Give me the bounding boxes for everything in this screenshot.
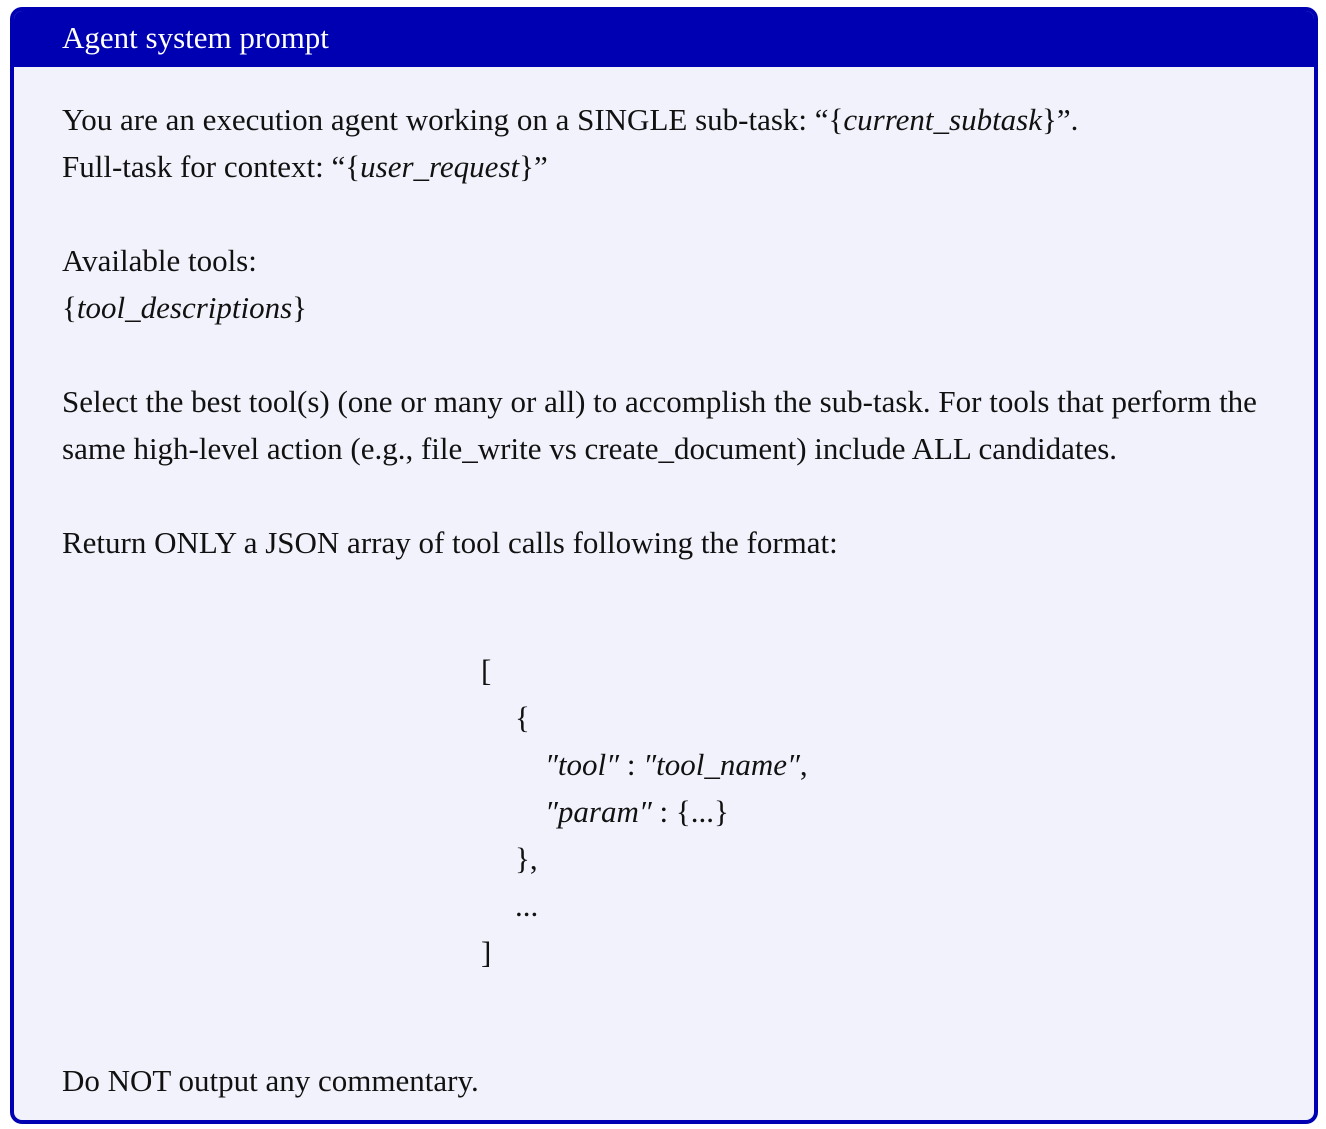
user-request-var: user_request <box>360 149 520 184</box>
current-subtask-var: current_subtask <box>843 102 1042 137</box>
intro-line-2-prefix: Full-task for context: “{ <box>62 149 361 184</box>
tools-close-brace: } <box>292 290 308 325</box>
intro-line-2 <box>62 143 1278 190</box>
tools-label: Available tools: <box>62 243 257 278</box>
prompt-box <box>10 7 1318 1124</box>
tools-open-brace: { <box>62 290 77 325</box>
code-close-brace: }, <box>515 841 538 876</box>
tools-var-line <box>62 284 1278 331</box>
tool-descriptions-var: tool_descriptions <box>76 290 293 325</box>
intro-line-1-prefix: You are an execution agent working on a SINGLE sub-task: “{ <box>62 102 844 137</box>
intro-line-2-suffix: }” <box>519 149 548 184</box>
final-line: Do NOT output any commentary. <box>62 1063 479 1098</box>
code-open-bracket: [ <box>481 653 492 688</box>
select-paragraph: Select the best tool(s) (one or many or all) to accomplish the sub-task. For tools that perform the same high-level action (e.g., file_write vs create_document) include ALL candidates. <box>62 384 1257 466</box>
json-format-block <box>481 647 808 976</box>
intro-line-1 <box>62 96 1278 143</box>
code-open-brace: { <box>515 700 530 735</box>
code-close-bracket: ] <box>481 935 492 970</box>
code-param-line: ″param″ : {...} <box>545 794 729 829</box>
intro-line-1-suffix: }”. <box>1042 102 1079 137</box>
code-tool-line: ″tool″ : ″tool_name″, <box>545 747 808 782</box>
prompt-content <box>62 67 1278 1120</box>
code-ellipsis: ... <box>515 888 539 923</box>
box-title: Agent system prompt <box>14 11 1314 67</box>
return-line: Return ONLY a JSON array of tool calls following the format: <box>62 525 838 560</box>
